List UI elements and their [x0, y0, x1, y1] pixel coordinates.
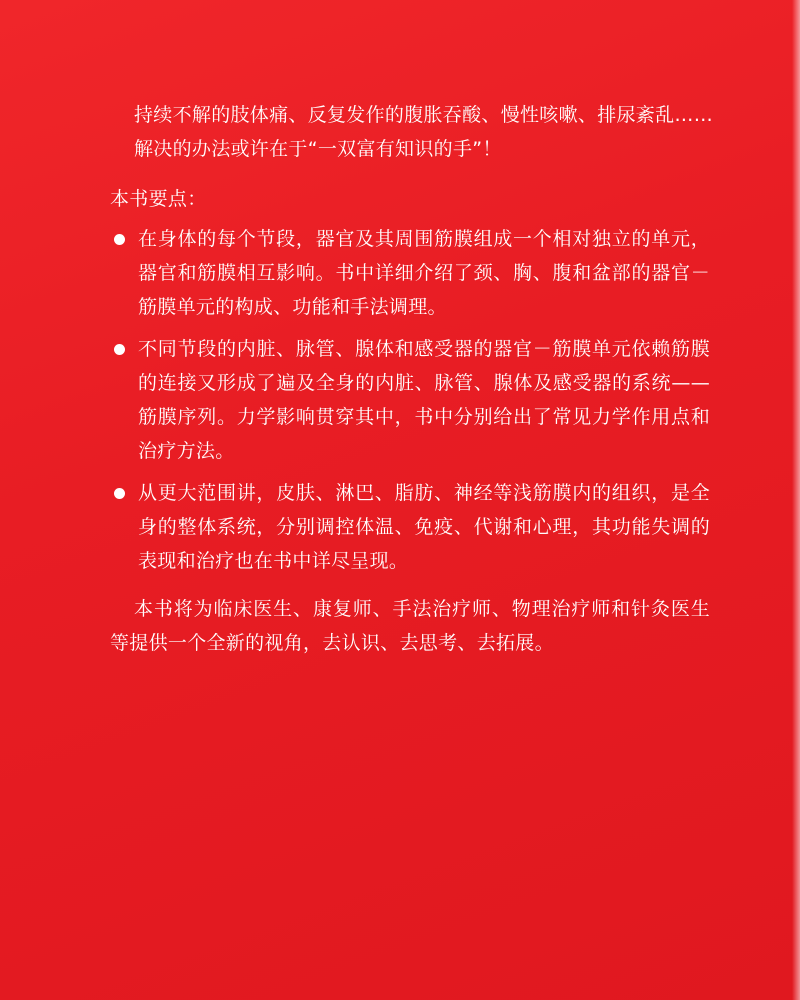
back-cover-text [110, 98, 714, 660]
list-item [110, 222, 710, 324]
bullet-icon [114, 234, 125, 245]
list-item [110, 332, 710, 468]
key-point-text: 不同节段的内脏、脉管、腺体和感受器的器官－筋膜单元依赖筋膜的连接又形成了遍及全身的内脏、脉管、腺体及感受器的系统——筋膜序列。力学影响贯穿其中，书中分别给出了常见力学作用点和治疗方法。 [138, 338, 710, 462]
intro-line-2: 解决的办法或许在于“一双富有知识的手”！ [134, 138, 502, 160]
closing-paragraph: 本书将为临床医生、康复师、手法治疗师、物理治疗师和针灸医生等提供一个全新的视角，去认识、去思考、去拓展。 [110, 598, 710, 654]
bullet-icon [114, 344, 125, 355]
list-item [110, 476, 710, 578]
key-point-text: 在身体的每个节段，器官及其周围筋膜组成一个相对独立的单元，器官和筋膜相互影响。书中详细介绍了颈、胸、腹和盆部的器官－筋膜单元的构成、功能和手法调理。 [138, 228, 710, 318]
intro-line-1: 持续不解的肢体痛、反复发作的腹胀吞酸、慢性咳嗽、排尿紊乱…… [134, 104, 714, 126]
key-points-list [110, 222, 710, 578]
bullet-icon [114, 488, 125, 499]
page-edge [792, 0, 800, 1000]
key-points-heading: 本书要点： [110, 188, 207, 210]
key-point-text: 从更大范围讲，皮肤、淋巴、脂肪、神经等浅筋膜内的组织，是全身的整体系统，分别调控体温、免疫、代谢和心理，其功能失调的表现和治疗也在书中详尽呈现。 [138, 482, 710, 572]
